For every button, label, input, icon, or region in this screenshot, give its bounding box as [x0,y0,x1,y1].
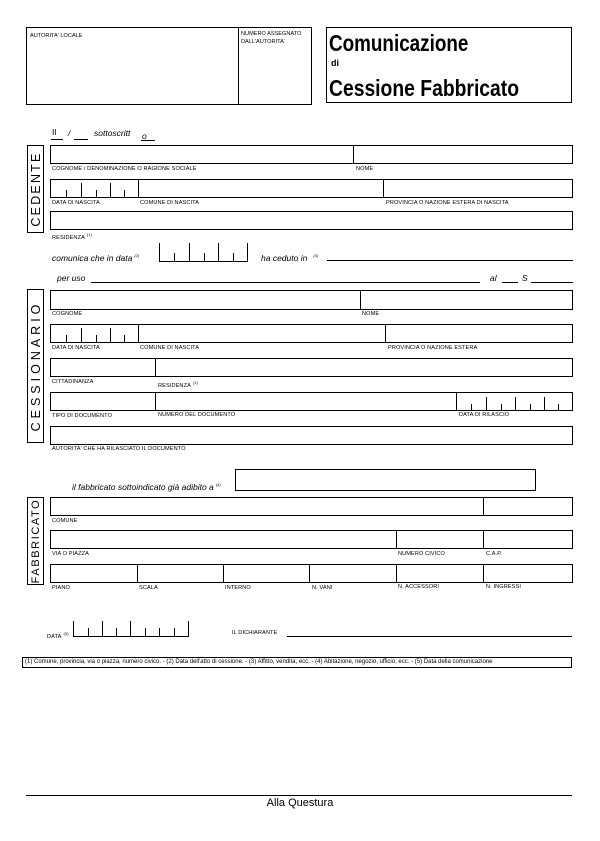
cedente-residenza-field[interactable] [50,211,573,230]
cedente-side-text: CEDENTE [28,151,43,227]
cessionario-date-tick-3 [96,335,97,343]
fabbricato-scala-label: SCALA [139,585,158,591]
fabbricato-piano-divider-5 [483,564,484,583]
comunica-label [52,251,139,263]
ceduto-text: ha ceduto in [261,252,308,263]
cessionario-documento-divider-1 [155,392,156,411]
cedente-date-tick-3 [96,190,97,198]
cessionario-nascita-divider-2 [385,324,386,343]
cessionario-cittadinanza-label: CITTADINANZA [52,379,94,385]
adibito-field[interactable] [235,469,536,491]
fabbricato-side-text: FABBRICATO [29,498,42,584]
comunica-date-tick-5 [218,243,219,261]
cedente-nascita-divider-1 [138,179,139,198]
fabbricato-numero-civico-label: NUMERO CIVICO [398,551,445,557]
cessionario-documento-field[interactable] [50,392,573,411]
cessionario-rilascio-tick-5 [530,404,531,411]
intro-slash-line [74,139,88,140]
cessionario-residenza-note: (1) [192,380,199,385]
cessionario-data-nascita-label: DATA DI NASCITA [52,345,100,351]
cedente-nascita-divider-2 [383,179,384,198]
signature-date-tick-2 [88,628,89,636]
ceduto-note: (3) [313,253,319,258]
cessionario-data-rilascio-label: DATA DI RILASCIO [459,412,510,418]
cessionario-rilascio-tick-4 [515,397,516,411]
comunica-date-tick-7 [247,243,248,261]
signature-date-base[interactable] [73,636,189,637]
intro-end-line [141,140,155,141]
cessionario-documento-divider-2 [456,392,457,411]
cedente-nome-label: NOME [356,166,374,172]
cedente-nascita-field[interactable] [50,179,573,198]
cedente-side-label [27,145,44,233]
fabbricato-cap-label: C.A.P. [486,551,503,557]
footer-alla-questura: Alla Questura [266,797,334,809]
cessionario-date-tick-4 [110,328,111,343]
number-label-line2: DALL'AUTORITA' [241,39,285,45]
signature-data-note: (5) [63,631,69,636]
adibito-text: il fabbricato sottoindicato già adibito a [72,481,214,492]
title-line1: Comunicazione [329,30,469,56]
comunica-date-tick-1 [159,243,160,261]
fabbricato-side-label [27,497,44,585]
per-uso-line[interactable] [91,282,480,283]
cedente-cognome-field[interactable] [50,145,573,164]
comunica-date-tick-6 [233,253,234,261]
cedente-residenza-text: RESIDENZA [52,234,85,241]
cessionario-numero-documento-label: NUMERO DEL DOCUMENTO [158,412,236,418]
cessionario-date-tick-5 [124,335,125,343]
comunica-date-tick-4 [204,253,205,261]
fabbricato-via-field[interactable] [50,530,573,549]
fabbricato-piano-divider-3 [309,564,310,583]
cessionario-rilascio-tick-6 [544,397,545,411]
cedente-comune-nascita-label: COMUNE DI NASCITA [140,200,200,206]
signature-date-tick-6 [145,628,146,636]
cessionario-rilascio-tick-1 [471,404,472,411]
comunica-date-base [159,261,248,262]
signature-date-tick-9 [188,621,189,636]
signature-dichiarante-label: IL DICHIARANTE [232,630,278,636]
signature-date-tick-1 [73,621,74,636]
authority-label: AUTORITA' LOCALE [30,33,83,39]
cedente-data-nascita-label: DATA DI NASCITA [52,200,100,206]
cessionario-autorita-label: AUTORITA' CHE HA RILASCIATO IL DOCUMENTO [52,446,186,452]
signature-date-tick-5 [130,621,131,636]
cessionario-cognome-field[interactable] [50,290,573,310]
footer-rule [26,795,572,796]
signature-data-text: DATA [47,633,62,640]
fabbricato-interno-label: INTERNO [225,585,251,591]
cessionario-rilascio-tick-2 [486,397,487,411]
cessionario-provincia-label: PROVINCIA O NAZIONE ESTERA [388,345,478,351]
signature-dichiarante-line[interactable] [287,636,572,637]
cessionario-rilascio-tick-7 [558,404,559,411]
cedente-date-tick-4 [110,183,111,198]
cedente-date-tick-1 [66,190,67,198]
cessionario-date-tick-1 [66,335,67,343]
cedente-cognome-divider [353,145,354,164]
s-line[interactable] [531,282,573,283]
cessionario-date-tick-2 [81,328,82,343]
cessionario-tipo-documento-label: TIPO DI DOCUMENTO [52,413,113,419]
fabbricato-via-divider-1 [396,530,397,549]
comunica-date-tick-2 [174,253,175,261]
cessionario-side-label [27,289,44,443]
fabbricato-comune-divider [483,497,484,516]
cessionario-cognome-label: COGNOME [52,311,83,317]
cessionario-autorita-field[interactable] [50,426,573,445]
cessionario-side-text: CESSIONARIO [28,300,43,432]
cedente-residenza-note: (1) [86,232,93,237]
fabbricato-via-label: VIA O PIAZZA [52,551,89,557]
number-label-line1: NUMERO ASSEGNATO [241,31,302,37]
intro-o: o [142,131,147,141]
fabbricato-comune-field[interactable] [50,497,573,516]
cessionario-rilascio-tick-3 [501,404,502,411]
cedente-date-tick-2 [81,183,82,198]
footnote: (1) Comune, provincia, via o piazza, numero civico. - (2) Data dell'atto di cessione. - (3) Affitto, vendita, ecc. - (4) Abitazione, negozio, ufficio, ecc. - (5) Data della comunicazione [22,657,572,668]
fabbricato-piano-divider-1 [137,564,138,583]
cessionario-comune-nascita-label: COMUNE DI NASCITA [140,345,200,351]
fabbricato-piano-label: PIANO [52,585,70,591]
intro-il: Il [52,127,57,137]
al-label: al [490,273,497,283]
ceduto-line[interactable] [327,260,573,261]
title-line2: Cessione Fabbricato [329,75,520,101]
cessionario-cittadinanza-divider [155,358,156,377]
signature-date-tick-3 [102,621,103,636]
intro-slash: / [68,128,71,138]
cedente-cognome-label: COGNOME / DENOMINAZIONE O RAGIONE SOCIALE [52,166,197,172]
fabbricato-piano-field[interactable] [50,564,573,583]
fabbricato-comune-label: COMUNE [52,518,78,524]
cessionario-residenza-label [158,379,198,390]
intro-sottoscritt: sottoscritt [94,128,131,138]
cessionario-nome-label: NOME [362,311,380,317]
comunica-text: comunica che in data [52,252,133,263]
fabbricato-ingressi-label: N. INGRESSI [486,584,521,590]
cessionario-cognome-divider [360,290,361,310]
signature-date-tick-7 [159,628,160,636]
adibito-note: (4) [215,482,221,487]
signature-data-label [47,630,69,641]
cedente-date-tick-5 [124,190,125,198]
adibito-label [72,480,221,492]
fabbricato-vani-label: N. VANI [312,585,333,591]
signature-date-tick-4 [116,628,117,636]
per-uso-label: per uso [57,273,86,283]
s-label: S [522,273,528,283]
fabbricato-accessori-label: N. ACCESSORI [398,584,439,590]
cessionario-residenza-text: RESIDENZA [158,382,191,389]
ceduto-label [261,251,318,263]
comunica-date-tick-3 [189,243,190,261]
cessionario-nascita-divider-1 [138,324,139,343]
al-line[interactable] [502,282,518,283]
comunica-note: (2) [134,253,140,258]
cedente-provincia-label: PROVINCIA O NAZIONE ESTERA DI NASCITA [386,200,509,206]
fabbricato-via-divider-2 [483,530,484,549]
fabbricato-piano-divider-4 [396,564,397,583]
cedente-residenza-label [52,231,92,242]
title-di: di [331,58,339,68]
intro-il-line [51,139,63,140]
cessionario-cittadinanza-field[interactable] [50,358,573,377]
signature-date-tick-8 [174,628,175,636]
cessionario-nascita-field[interactable] [50,324,573,343]
fabbricato-piano-divider-2 [223,564,224,583]
